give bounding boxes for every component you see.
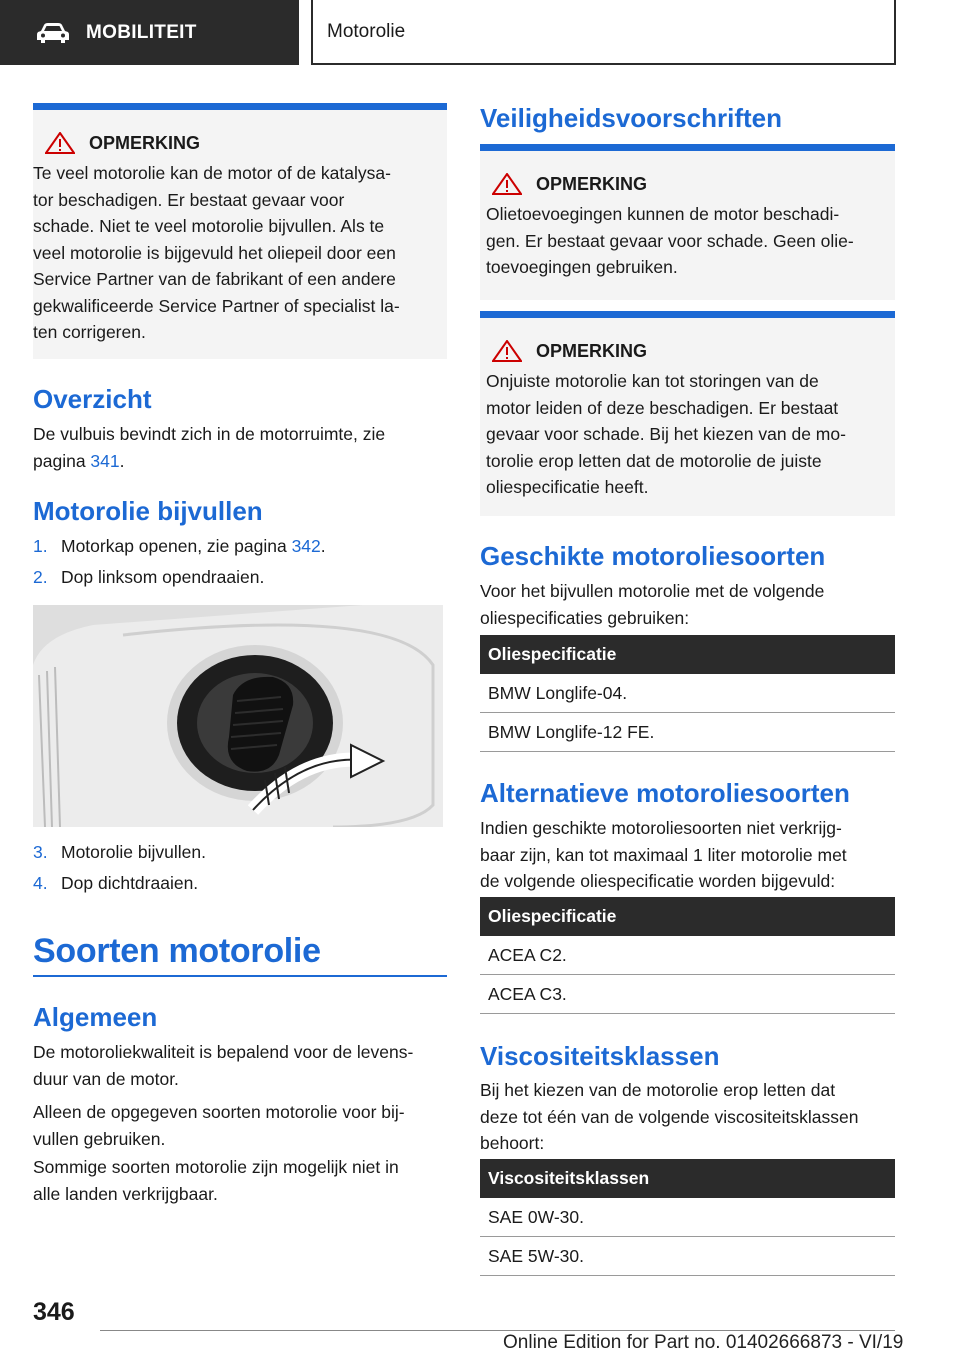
note-heading: OPMERKING: [33, 132, 437, 154]
note-heading: OPMERKING: [480, 173, 885, 195]
section-title: MOBILITEIT: [86, 21, 197, 43]
table-row: SAE 0W-30.: [480, 1198, 895, 1237]
viscosity-table: [480, 1159, 895, 1276]
heading-viscositeit: Viscositeitsklassen: [480, 1041, 720, 1071]
heading-overzicht: Overzicht: [33, 384, 152, 414]
edition-note: Online Edition for Part no. 01402666873 - VI/19: [503, 1332, 904, 1353]
table-header: Oliespecificatie: [480, 635, 895, 674]
warning-icon: [492, 173, 522, 195]
table-row: ACEA C3.: [480, 975, 895, 1014]
note-text: Olietoevoegingen kunnen de motor beschadi- gen. Er bestaat gevaar voor schade. Geen olie- toevoegingen gebruiken.: [486, 204, 854, 277]
table-header: Viscositeitsklassen: [480, 1159, 895, 1198]
spec-table-alternative: [480, 897, 895, 1014]
overzicht-text: De vulbuis bevindt zich in de motorruimte, zie pagina 341.: [33, 424, 386, 471]
note-additives: [480, 144, 895, 300]
topic-title: Motorolie: [311, 0, 896, 65]
car-icon: [36, 22, 70, 44]
heading-algemeen: Algemeen: [33, 1002, 158, 1032]
heading-rule: [33, 975, 447, 977]
note-wrong-oil: [480, 311, 895, 516]
heading-alternatief: Alternatieve motoroliesoorten: [480, 778, 850, 808]
algemeen-paragraph: De motoroliekwaliteit is bepalend voor de levens- duur van de motor.: [33, 1042, 414, 1089]
geschikt-text: Voor het bijvullen motorolie met de volgende oliespecificaties gebruiken:: [480, 581, 825, 628]
viscositeit-text: Bij het kiezen van de motorolie erop letten dat deze tot één van de volgende viscositeitsklassen behoort:: [480, 1080, 859, 1153]
algemeen-paragraph: Alleen de opgegeven soorten motorolie voor bij- vullen gebruiken.: [33, 1102, 405, 1149]
heading-bijvullen: Motorolie bijvullen: [33, 496, 263, 526]
heading-veiligheid: Veiligheidsvoorschriften: [480, 103, 782, 133]
warning-icon: [45, 132, 75, 154]
heading-soorten: Soorten motorolie: [33, 932, 321, 970]
algemeen-paragraph: Sommige soorten motorolie zijn mogelijk niet in alle landen verkrijgbaar.: [33, 1157, 399, 1204]
note-text: Te veel motorolie kan de motor of de katalysa- tor beschadigen. Er bestaat gevaar voor schade. Niet te veel motorolie bijvullen. Als te veel motorolie is bijgevuld het oliepeil door een Service Partner van de fabrikant of een andere gekwalificeerde Service Partner of specialist la- ten corrigeren.: [33, 163, 400, 342]
alternatief-text: Indien geschikte motoroliesoorten niet verkrijg- baar zijn, kan tot maximaal 1 liter motorolie met de volgende oliespecificatie worden bijgevuld:: [480, 818, 847, 891]
table-row: ACEA C2.: [480, 936, 895, 975]
spec-table-suitable: [480, 635, 895, 752]
table-row: SAE 5W-30.: [480, 1237, 895, 1276]
note-heading: OPMERKING: [480, 340, 885, 362]
heading-geschikt: Geschikte motoroliesoorten: [480, 541, 826, 571]
footer-rule: [100, 1330, 895, 1331]
table-header: Oliespecificatie: [480, 897, 895, 936]
list-item: 2. Dop linksom opendraaien.: [33, 567, 265, 587]
table-row: BMW Longlife-12 FE.: [480, 713, 895, 752]
note-text: Onjuiste motorolie kan tot storingen van de motor leiden of deze beschadigen. Er bestaat gevaar voor schade. Bij het kiezen van de mo- torolie erop letten dat de motorolie de juiste oliespecificatie heeft.: [486, 371, 846, 497]
page-number: 346: [33, 1298, 75, 1326]
section-tab[interactable]: [0, 0, 299, 65]
oil-cap-illustration: [33, 605, 443, 827]
list-item: 1. Motorkap openen, zie pagina 342.: [33, 536, 326, 556]
list-item: 4. Dop dichtdraaien.: [33, 873, 199, 893]
list-item: 3. Motorolie bijvullen.: [33, 842, 206, 862]
page-link-341[interactable]: 341: [90, 450, 120, 471]
page-link-342[interactable]: 342: [291, 536, 321, 556]
warning-icon: [492, 340, 522, 362]
table-row: BMW Longlife-04.: [480, 674, 895, 713]
note-overfill: [33, 103, 447, 359]
